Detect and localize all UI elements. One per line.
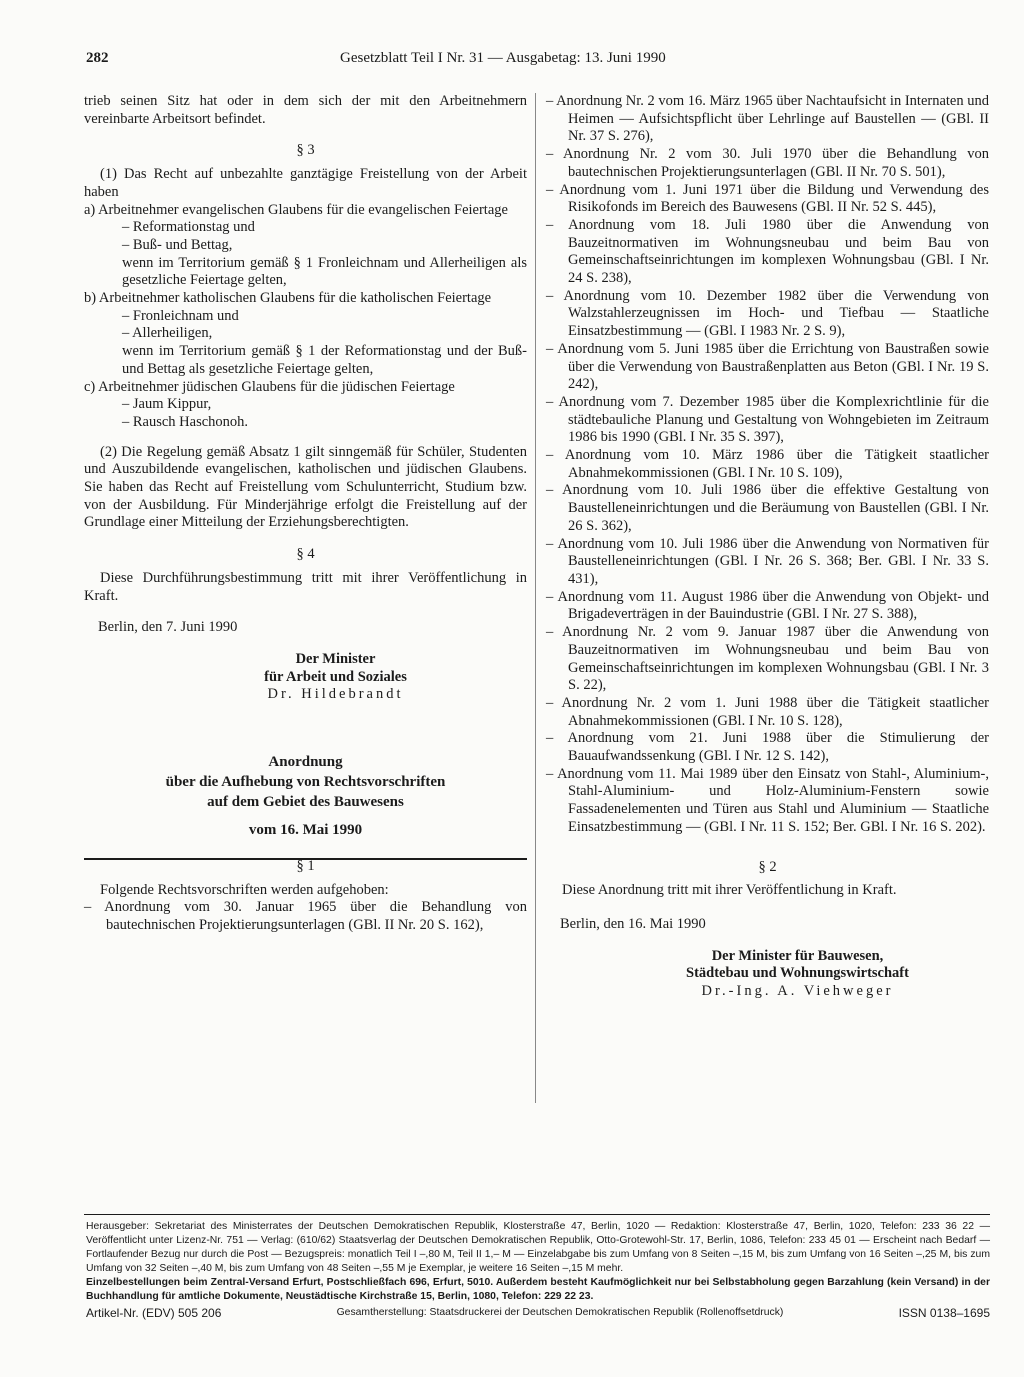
- list-continuation: wenn im Territorium gemäß § 1 der Reformationstag und der Buß- und Bettag als gesetzliche Feiertage gelten,: [122, 343, 527, 377]
- order-title: [84, 752, 527, 812]
- order-title-line: Anordnung: [268, 754, 343, 771]
- list-item: – Anordnung Nr. 2 vom 30. Juli 1970 über die Behandlung von bautechnischen Projektierungsunterlagen (GBl. II Nr. 70 S. 501),: [546, 146, 989, 180]
- signer-title: Städtebau und Wohnungswirtschaft: [686, 965, 909, 982]
- section-heading: § 1: [296, 857, 315, 874]
- signer-name: Dr.-Ing. A. Viehweger: [701, 983, 894, 1000]
- signer-title: für Arbeit und Soziales: [264, 668, 407, 685]
- list-item: – Anordnung vom 10. Dezember 1982 über die Verwendung von Walzstahlerzeugnissen im Hoch- und Tiefbau — Staatliche Einsatzbestimmung — (GBl. I 1983 Nr. 2 S. 9),: [546, 287, 989, 340]
- paragraph: Diese Durchführungsbestimmung tritt mit ihrer Veröffentlichung in Kraft.: [84, 569, 527, 604]
- section-heading: § 3: [296, 142, 315, 159]
- list-item: b) Arbeitnehmer katholischen Glaubens für die katholischen Feiertage: [84, 290, 492, 307]
- paragraph: Diese Anordnung tritt mit ihrer Veröffentlichung in Kraft.: [562, 882, 897, 899]
- list-item: c) Arbeitnehmer jüdischen Glaubens für die jüdischen Feiertage: [84, 378, 455, 395]
- imprint-rule: [84, 1214, 990, 1215]
- list-item: – Anordnung vom 18. Juli 1980 über die Anwendung von Bauzeitnormativen im Wohnungsneubau und beim Bau von Gemeinschaftseinrichtungen im komplexen Wohnungsbau (GBl. I Nr. 24 S. 238),: [546, 216, 989, 287]
- list-subitem: – Allerheiligen,: [122, 325, 213, 342]
- list-continuation: wenn im Territorium gemäß § 1 Fronleichnam und Allerheiligen als gesetzliche Feiertage gelten,: [122, 254, 527, 289]
- imprint-footer-line: [86, 1306, 990, 1320]
- list-item: – Anordnung vom 11. Mai 1989 über den Einsatz von Stahl-, Aluminium-, Stahl-Aluminium- und Holz-Aluminium-Fenstern sowie Fassadenelementen und Türen aus Stahl und Aluminium — Staatliche Einsatzbestimmung — (GBl. I Nr. 11 S. 152; Ber. GBl. I Nr. 16 S. 202).: [546, 765, 989, 835]
- list-item: – Anordnung Nr. 2 vom 16. März 1965 über Nachtaufsicht in Internaten und Heimen — Aufsichtspflicht über Lehrlinge auf Baustellen — (GBl. II Nr. 37 S. 276),: [546, 93, 989, 145]
- signer-title: Der Minister: [295, 650, 376, 667]
- paragraph: (1) Das Recht auf unbezahlte ganztägige Freistellung von der Arbeit haben: [84, 166, 527, 200]
- list-item: – Anordnung vom 5. Juni 1985 über die Errichtung von Baustraßen sowie über die Verwendung von Baustraßenplatten aus Beton (GBl. I Nr. 19 S. 242),: [546, 340, 989, 393]
- list-item: – Anordnung vom 1. Juni 1971 über die Bildung und Verwendung des Risikofonds im Bereich des Bauwesens (GBl. II Nr. 52 S. 445),: [546, 181, 989, 216]
- order-date: vom 16. Mai 1990: [248, 822, 363, 839]
- order-title-line: über die Aufhebung von Rechtsvorschriften: [165, 774, 446, 791]
- list-item: – Anordnung vom 11. August 1986 über die Anwendung von Objekt- und Brigadeverträgen in der Bauindustrie (GBl. I Nr. 27 S. 388),: [546, 588, 989, 623]
- left-column: [84, 93, 527, 935]
- right-column: [546, 93, 989, 1001]
- list-item: – Anordnung vom 30. Januar 1965 über die Behandlung von bautechnischen Projektierungsunterlagen (GBl. II Nr. 20 S. 162),: [84, 899, 527, 933]
- imprint: [86, 1220, 990, 1320]
- list-subitem: – Jaum Kippur,: [122, 396, 212, 413]
- paragraph: Folgende Rechtsvorschriften werden aufgehoben:: [100, 881, 389, 898]
- list-subitem: – Reformationstag und: [122, 219, 255, 236]
- carryover-text: trieb seinen Sitz hat oder in dem sich der mit den Arbeitnehmern vereinbarte Arbeitsort befindet.: [84, 93, 527, 127]
- list-subitem: – Fronleichnam und: [122, 307, 239, 324]
- place-date: Berlin, den 7. Juni 1990: [98, 619, 238, 636]
- running-head: Gesetzblatt Teil I Nr. 31 — Ausgabetag: 13. Juni 1990: [340, 50, 666, 66]
- article-number: Artikel-Nr. (EDV) 505 206: [86, 1306, 222, 1320]
- imprint-orders: Einzelbestellungen beim Zentral-Versand Erfurt, Postschließfach 696, Erfurt, 5010. Außerdem besteht Kaufmöglichkeit nur bei Selbstabholung gegen Barzahlung (kein Versand) in der Buchhandlung für amtliche Dokumente, Neustädtische Kirchstraße 15, Berlin, 1080, Telefon: 229 22 23.: [86, 1277, 990, 1302]
- signer-title: Der Minister für Bauwesen,: [711, 947, 884, 964]
- list-subitem: – Buß- und Bettag,: [122, 236, 233, 253]
- list-item: – Anordnung Nr. 2 vom 9. Januar 1987 über die Anwendung von Bauzeitnormativen im Wohnungsneubau und beim Bau von Gemeinschaftseinrichtungen im komplexen Wohnungsbau (GBl. I Nr. 3 S. 22),: [546, 624, 989, 694]
- place-date: Berlin, den 16. Mai 1990: [560, 915, 706, 932]
- list-subitem: – Rausch Haschonoh.: [122, 413, 249, 430]
- order-title-line: auf dem Gebiet des Bauwesens: [207, 794, 404, 811]
- section-heading: § 2: [758, 858, 777, 875]
- list-item: – Anordnung Nr. 2 vom 1. Juni 1988 über die Tätigkeit staatlicher Abnahmekommissionen (GBl. I Nr. 10 S. 128),: [546, 694, 989, 729]
- page-number: 282: [86, 50, 109, 66]
- signer-name: Dr. Hildebrandt: [267, 686, 404, 703]
- issn: ISSN 0138–1695: [898, 1306, 990, 1320]
- repealed-list: [546, 93, 989, 837]
- section-separator-rule: [84, 858, 527, 860]
- list-item: – Anordnung vom 7. Dezember 1985 über die Komplexrichtlinie für die städtebauliche Planung und Gestaltung von Wohngebieten im Zeitraum 1986 bis 1990 (GBl. I Nr. 35 S. 397),: [546, 393, 989, 446]
- paragraph: (2) Die Regelung gemäß Absatz 1 gilt sinngemäß für Schüler, Studenten und Auszubildende evangelischen, katholischen und jüdischen Glaubens. Sie haben das Recht auf Freistellung vom Schulunterricht, Studium bzw. von der Ausbildung. Für Minderjährige erfolgt die Freistellung auf der Grundlage einer Mitteilung der Erziehungsberechtigten.: [84, 443, 527, 531]
- list-item: a) Arbeitnehmer evangelischen Glaubens für die evangelischen Feiertage: [84, 201, 508, 218]
- list-item: – Anordnung vom 10. Juli 1986 über die Anwendung von Normativen für Baustelleneinrichtungen (GBl. I Nr. 26 S. 368; Ber. GBl. I Nr. 33 S. 431),: [546, 535, 989, 587]
- list-item: – Anordnung vom 10. März 1986 über die Tätigkeit staatlicher Abnahmekommissionen (GBl. I Nr. 10 S. 109),: [546, 447, 989, 481]
- list-item: – Anordnung vom 10. Juli 1986 über die effektive Gestaltung von Baustelleneinrichtungen und die Beräumung von Baustellen (GBl. I Nr. 26 S. 362),: [546, 482, 989, 534]
- column-divider: [535, 93, 536, 1103]
- imprint-publisher: Herausgeber: Sekretariat des Ministerrates der Deutschen Demokratischen Republik, Klosterstraße 47, Berlin, 1020 — Redaktion: Klosterstraße 47, Berlin, 1020, Telefon: 233 36 22 — Veröffentlicht unter Lizenz-Nr. 751 — Verlag: (610/62) Staatsverlag der Deutschen Demokratischen Republik, Otto-Grotewohl-Str. 17, Berlin, 1086, Telefon: 233 45 01 — Erscheint nach Bedarf — Fortlaufender Bezug nur durch die Post — Bezugspreis: monatlich Teil I –,80 M, Teil II 1,– M — Einzelabgabe bis zum Umfang von 8 Seiten –,15 M, bis zum Umfang von 16 Seiten –,25 M, bis zum Umfang von 32 Seiten –,40 M, bis zum Umfang von 48 Seiten –,55 M je Exemplar, je weitere 16 Seiten –,15 M mehr.: [86, 1221, 990, 1274]
- section-heading: § 4: [296, 546, 315, 563]
- printer-info: Gesamtherstellung: Staatsdruckerei der Deutschen Demokratischen Republik (Rollenoffsetdruck): [336, 1307, 784, 1318]
- list-item: – Anordnung vom 21. Juni 1988 über die Stimulierung der Bauaufwandssenkung (GBl. I Nr. 12 S. 142),: [546, 730, 989, 765]
